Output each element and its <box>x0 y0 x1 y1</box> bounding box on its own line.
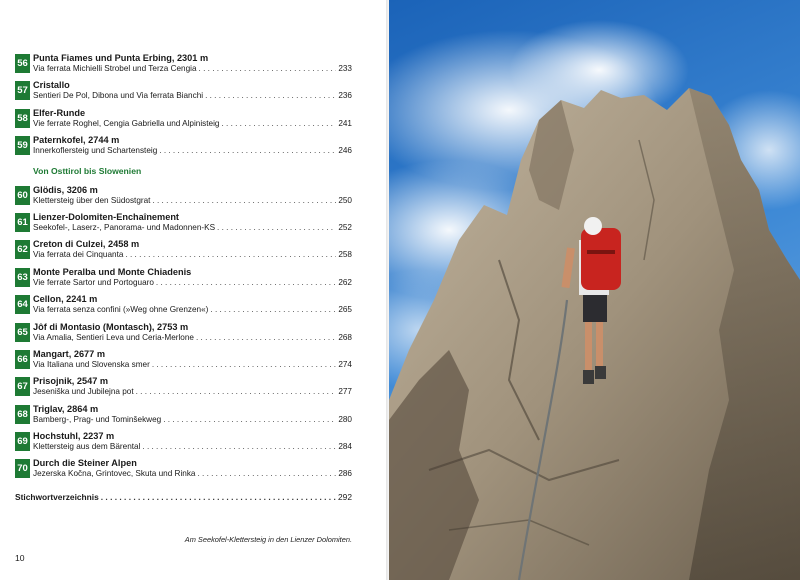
tour-number-badge: 60 <box>15 186 30 205</box>
entry-title: Cellon, 2241 m <box>33 294 98 305</box>
tour-number-badge: 68 <box>15 405 30 424</box>
leader-dots <box>196 333 336 344</box>
entry-route: Via ferrata senza confini (»Weg ohne Grenzen«) <box>33 305 209 315</box>
leader-dots <box>210 305 336 316</box>
leader-dots <box>152 196 336 207</box>
entry-route: Jeseniška und Jubilejna pot <box>33 387 134 397</box>
entry-text <box>33 322 352 344</box>
entry-text <box>33 239 352 261</box>
entry-route: Sentieri De Pol, Dibona und Via ferrata Bianchi <box>33 91 204 101</box>
entry-title: Triglav, 2864 m <box>33 403 99 414</box>
page-number: 286 <box>338 469 352 479</box>
toc-entry-65[interactable] <box>15 322 352 349</box>
tour-number-badge: 58 <box>15 109 30 128</box>
entry-text <box>33 349 352 371</box>
toc-entry-68[interactable] <box>15 404 352 431</box>
page-number: 241 <box>338 118 352 128</box>
tour-number-badge: 67 <box>15 377 30 396</box>
entry-route: Innerkoflersteig und Schartensteig <box>33 146 158 156</box>
entry-text <box>33 376 352 398</box>
climber-boot <box>595 366 606 379</box>
toc-entry-70[interactable] <box>15 458 352 485</box>
leader-dots <box>205 91 336 102</box>
tour-number-badge: 63 <box>15 268 30 287</box>
entry-route: Klettersteig über den Südostgrat <box>33 195 151 205</box>
climber-boot <box>583 370 594 384</box>
left-page <box>0 0 388 580</box>
page-number: 252 <box>338 222 352 232</box>
tour-number-badge: 62 <box>15 240 30 259</box>
tour-number-badge: 57 <box>15 81 30 100</box>
entry-route: Vie ferrate Sartor und Portoguaro <box>33 277 154 287</box>
entry-title: Lienzer-Dolomiten-Enchaînement <box>33 211 179 222</box>
entry-title: Monte Peralba und Monte Chiadenis <box>33 266 192 277</box>
entry-subtitle <box>33 305 352 316</box>
entry-title: Prisojnik, 2547 m <box>33 376 109 387</box>
entry-route: Klettersteig aus dem Bärental <box>33 442 141 452</box>
entry-text <box>33 404 352 426</box>
entry-subtitle <box>33 223 352 234</box>
toc-entry-58[interactable] <box>15 108 352 135</box>
entry-route: Vie ferrate Roghel, Cengia Gabriella und Alpinisteig <box>33 118 220 128</box>
entry-subtitle <box>33 250 352 261</box>
entry-text <box>33 294 352 316</box>
leader-dots <box>197 469 336 480</box>
toc-entry-63[interactable] <box>15 267 352 294</box>
entry-title: Paternkofel, 2744 m <box>33 135 120 146</box>
climber-photo <box>389 0 800 580</box>
leader-dots <box>136 387 337 398</box>
tour-number-badge: 70 <box>15 459 30 478</box>
entry-route: Via ferrata dei Cinquanta <box>33 250 124 260</box>
entry-subtitle <box>33 360 352 371</box>
toc-entry-62[interactable] <box>15 239 352 266</box>
toc-entry-60[interactable] <box>15 185 352 212</box>
page-number: 292 <box>338 492 352 502</box>
climber-backpack <box>581 228 621 290</box>
entry-text <box>33 431 352 453</box>
leader-dots <box>142 442 336 453</box>
tour-number-badge: 69 <box>15 432 30 451</box>
page-number: 277 <box>338 387 352 397</box>
entry-subtitle <box>33 146 352 157</box>
entry-text <box>33 185 352 207</box>
entry-title: Mangart, 2677 m <box>33 348 105 359</box>
toc-entry-56[interactable] <box>15 53 352 80</box>
climber-leg <box>596 318 603 368</box>
page-number: 236 <box>338 91 352 101</box>
tour-number-badge: 56 <box>15 54 30 73</box>
tour-number-badge: 59 <box>15 136 30 155</box>
entry-title: Durch die Steiner Alpen <box>33 458 137 469</box>
entry-title: Glödis, 3206 m <box>33 184 98 195</box>
entry-route: Bamberg-, Prag- und Tominšekweg <box>33 414 162 424</box>
toc-entry-67[interactable] <box>15 376 352 403</box>
leader-dots <box>156 278 336 289</box>
leader-dots <box>152 360 337 371</box>
page-number: 233 <box>338 64 352 73</box>
entry-title: Cristallo <box>33 80 70 91</box>
entry-route: Seekofel-, Laserz-, Panorama- und Madonnen-KS <box>33 222 216 232</box>
leader-dots <box>125 250 336 261</box>
toc-entry-59[interactable] <box>15 135 352 162</box>
table-of-contents <box>15 53 352 486</box>
entry-title: Hochstuhl, 2237 m <box>33 431 115 442</box>
entry-title: Creton di Culzei, 2458 m <box>33 239 140 250</box>
tour-number-badge: 61 <box>15 213 30 232</box>
entry-subtitle <box>33 387 352 398</box>
entry-text <box>33 458 352 480</box>
toc-entry-64[interactable] <box>15 294 352 321</box>
entry-subtitle <box>33 278 352 289</box>
leader-dots <box>221 119 336 130</box>
photo-caption: Am Seekofel-Klettersteig in den Lienzer Dolomiten. <box>184 535 352 544</box>
page-number: 258 <box>338 250 352 260</box>
toc-index-entry[interactable] <box>15 492 352 502</box>
entry-subtitle <box>33 469 352 480</box>
leader-dots <box>163 415 336 426</box>
page-number: 250 <box>338 195 352 205</box>
entry-subtitle <box>33 196 352 207</box>
page-number: 274 <box>338 359 352 369</box>
page-number: 262 <box>338 277 352 287</box>
page-number: 280 <box>338 414 352 424</box>
leader-dots <box>199 64 337 75</box>
entry-text <box>33 80 352 102</box>
page-number: 246 <box>338 146 352 156</box>
tour-number-badge: 66 <box>15 350 30 369</box>
entry-text <box>33 135 352 157</box>
toc-entry-69[interactable] <box>15 431 352 458</box>
entry-subtitle <box>33 333 352 344</box>
leader-dots <box>101 492 336 502</box>
tour-number-badge: 64 <box>15 295 30 314</box>
entry-route: Via ferrata Michielli Strobel und Terza Cengia <box>33 64 197 73</box>
entry-route: Via Italiana und Slovenska smer <box>33 359 150 369</box>
toc-entry-57[interactable] <box>15 80 352 107</box>
entry-text <box>33 267 352 289</box>
climber-leg <box>585 318 592 373</box>
toc-entry-61[interactable] <box>15 212 352 239</box>
leader-dots <box>159 146 336 157</box>
entry-subtitle <box>33 64 352 75</box>
tour-number-badge: 65 <box>15 323 30 342</box>
entry-text <box>33 53 352 75</box>
index-label: Stichwortverzeichnis <box>15 492 99 502</box>
page-number: 284 <box>338 442 352 452</box>
entry-title: Punta Fiames und Punta Erbing, 2301 m <box>33 53 209 63</box>
climber-head <box>584 217 602 235</box>
entry-route: Via Amalia, Sentieri Leva und Ceria-Merlone <box>33 332 194 342</box>
entry-subtitle <box>33 91 352 102</box>
section-heading: Von Osttirol bis Slowenien <box>33 165 142 176</box>
page-number: 268 <box>338 332 352 342</box>
entry-text <box>33 108 352 130</box>
entry-subtitle <box>33 442 352 453</box>
entry-subtitle <box>33 415 352 426</box>
page-folio: 10 <box>15 553 25 563</box>
entry-title: Elfer-Runde <box>33 107 86 118</box>
leader-dots <box>217 223 336 234</box>
climber-shorts <box>583 292 607 322</box>
entry-text <box>33 212 352 234</box>
page-number: 265 <box>338 305 352 315</box>
backpack-strap <box>587 250 615 254</box>
toc-entry-66[interactable] <box>15 349 352 376</box>
entry-title: Jôf di Montasio (Montasch), 2753 m <box>33 321 189 332</box>
entry-subtitle <box>33 119 352 130</box>
entry-route: Jezerska Kočna, Grintovec, Skuta und Rinka <box>33 469 196 479</box>
